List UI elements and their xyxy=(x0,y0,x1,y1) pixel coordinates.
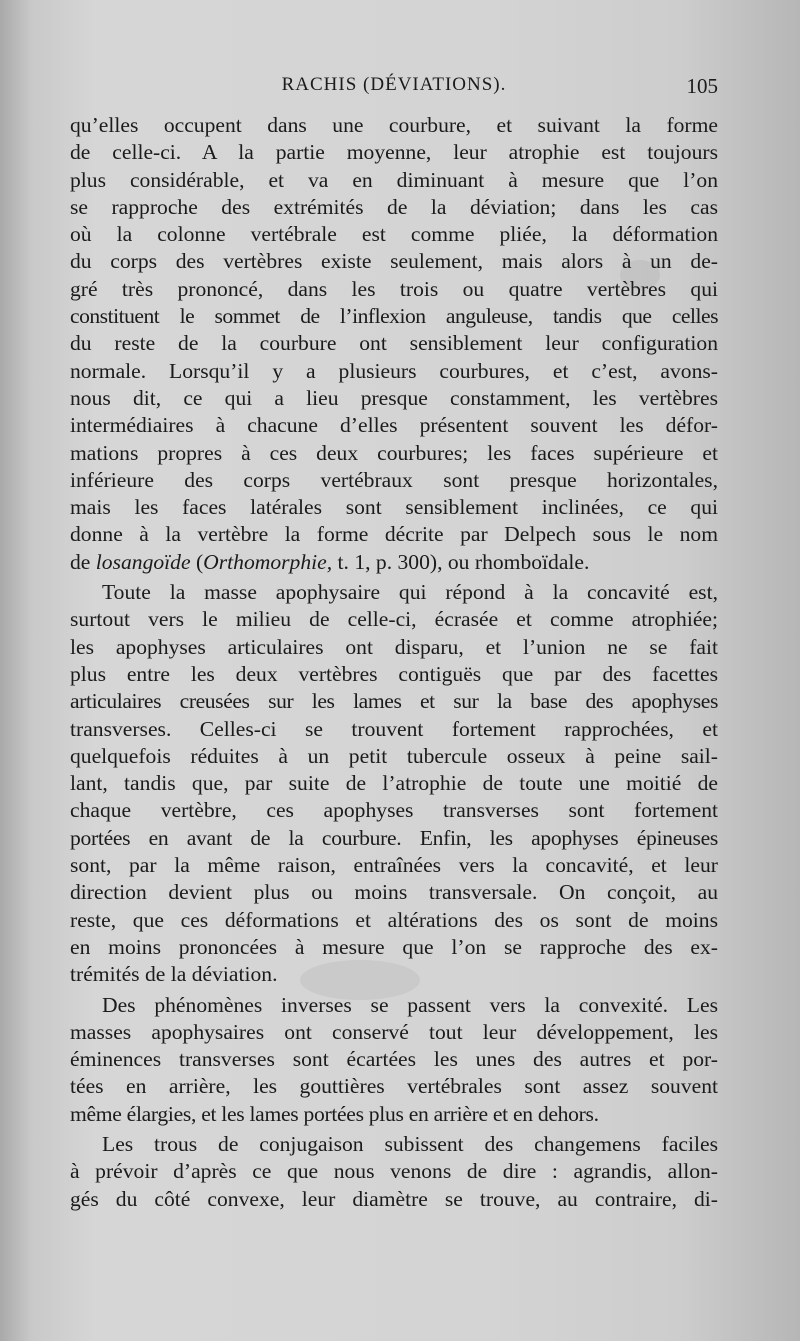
text-line: quelquefois réduites à un petit tubercule osseux à peine sail- xyxy=(70,743,718,768)
text-run: de xyxy=(70,549,96,574)
text-line: se rapproche des extrémités de la déviation; dans les cas xyxy=(70,194,718,219)
text-line: du reste de la courbure ont sensiblement leur configuration xyxy=(70,331,718,356)
text-line: donne à la vertèbre la forme décrite par Delpech sous le nom xyxy=(70,522,718,547)
italic-term-losangoide: losangoïde xyxy=(95,549,191,574)
text-line: lant, tandis que, par suite de l’atrophie de toute une moitié de xyxy=(70,771,718,796)
text-run: t. 1, p. 300), ou rhomboïdale. xyxy=(332,549,590,574)
italic-citation-orthomorphie: Orthomorphie, xyxy=(203,549,333,574)
text-line: transverses. Celles-ci se trouvent fortement rapprochées, et xyxy=(70,716,718,741)
text-line: gés du côté convexe, leur diamètre se trouve, au contraire, di- xyxy=(70,1186,718,1211)
text-line: normale. Lorsqu’il y a plusieurs courbures, et c’est, avons- xyxy=(70,358,718,383)
text-line: nous dit, ce qui a lieu presque constamment, les vertèbres xyxy=(70,385,718,410)
text-line: à prévoir d’après ce que nous venons de dire : agrandis, allon- xyxy=(70,1159,718,1184)
text-line: de celle-ci. A la partie moyenne, leur atrophie est toujours xyxy=(70,140,718,165)
text-line: Les trous de conjugaison subissent des changemens faciles xyxy=(102,1131,718,1156)
text-line: où la colonne vertébrale est comme pliée, la déformation xyxy=(70,222,718,247)
text-line: mations propres à ces deux courbures; les faces supérieure et xyxy=(70,440,718,465)
paragraph-4 xyxy=(70,1131,718,1213)
text-line: constituent le sommet de l’inflexion anguleuse, tandis que celles xyxy=(70,304,718,329)
text-line: en moins prononcées à mesure que l’on se rapproche des ex- xyxy=(70,934,718,959)
text-line: gré très prononcé, dans les trois ou quatre vertèbres qui xyxy=(70,276,718,301)
paragraph-2 xyxy=(70,579,718,988)
text-run: ( xyxy=(190,549,204,574)
text-line: éminences transverses sont écartées les unes des autres et por- xyxy=(70,1047,718,1072)
running-title: RACHIS (DÉVIATIONS). xyxy=(281,74,507,95)
text-line: du corps des vertèbres existe seulement, mais alors à un de- xyxy=(70,249,718,274)
text-line: Des phénomènes inverses se passent vers la convexité. Les xyxy=(102,992,718,1017)
body-text xyxy=(70,112,718,1213)
running-header xyxy=(70,74,718,104)
text-line: trémités de la déviation. xyxy=(70,962,278,987)
text-line: plus entre les deux vertèbres contiguës que par des facettes xyxy=(70,661,718,686)
text-line: même élargies, et les lames portées plus en arrière et en dehors. xyxy=(70,1101,599,1126)
paragraph-1 xyxy=(70,112,718,576)
text-line: qu’elles occupent dans une courbure, et suivant la forme xyxy=(70,113,718,137)
text-line: chaque vertèbre, ces apophyses transverses sont fortement xyxy=(70,798,718,823)
paragraph-3 xyxy=(70,992,718,1128)
text-line: reste, que ces déformations et altérations des os sont de moins xyxy=(70,907,718,932)
text-line: tées en arrière, les gouttières vertébrales sont assez souvent xyxy=(70,1074,718,1099)
text-line: les apophyses articulaires ont disparu, et l’union ne se fait xyxy=(70,634,718,659)
text-line: portées en avant de la courbure. Enfin, les apophyses épineuses xyxy=(70,825,718,850)
text-line: surtout vers le milieu de celle-ci, écrasée et comme atrophiée; xyxy=(70,607,718,632)
text-line: direction devient plus ou moins transversale. On conçoit, au xyxy=(70,880,718,905)
text-line: mais les faces latérales sont sensiblement inclinées, ce qui xyxy=(70,495,718,520)
text-line: sont, par la même raison, entraînées vers la concavité, et leur xyxy=(70,853,718,878)
page-number: 105 xyxy=(686,74,718,98)
text-line: inférieure des corps vertébraux sont presque horizontales, xyxy=(70,467,718,492)
text-line xyxy=(70,549,718,576)
text-line: Toute la masse apophysaire qui répond à la concavité est, xyxy=(102,580,718,605)
text-line: masses apophysaires ont conservé tout leur développement, les xyxy=(70,1019,718,1044)
text-line: plus considérable, et va en diminuant à mesure que l’on xyxy=(70,167,718,192)
text-line: articulaires creusées sur les lames et sur la base des apophyses xyxy=(70,689,718,714)
text-line: intermédiaires à chacune d’elles présentent souvent les défor- xyxy=(70,413,718,438)
